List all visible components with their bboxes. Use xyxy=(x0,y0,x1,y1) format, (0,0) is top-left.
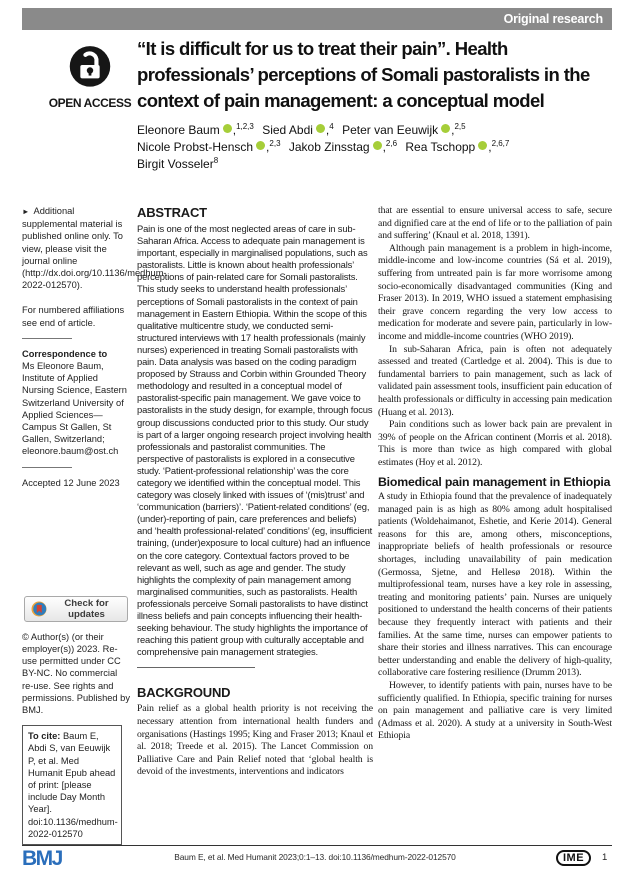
page-title: “It is difficult for us to treat their pain”. Health professionals’ perceptions of Somali pastoralists in the context of pain management: a conceptual model xyxy=(137,38,590,111)
body-text-column xyxy=(378,205,612,845)
affiliation-superscript: 4 xyxy=(329,122,334,131)
body-paragraph: Although pain management is a problem in high-income, middle-income and low-income countries (Sá et al. 2019), suffering from untreated pain is far more worrisome among socio-economically disadvantaged communities (King and Fraser 2013). In 2019, WHO issued a statement emphasising their grave concern regarding the very low access to medication for moderate and severe pain, particularly in low-income and middle-income countries (WHO 2019). xyxy=(378,242,612,342)
abstract-text: Pain is one of the most neglected areas of care in sub-Saharan Africa. Access to adequate pain management is important, especially in marginalised populations, such as pastoralists. Little is known about health professionals’ perceptions of pain-related care for Somali pastoralists. This study seeks to understand health professionals’ perceptions of Somali pastoralists in the context of pain management in Eastern Ethiopia. Within the scope of this qualitative multicentre study, we conducted semi-structured interviews with 17 health professionals (mainly nurses) experienced in treating Somali pastoralists with pain. Data analysis was based on the coding paradigm proposed by Strauss and Corbin within Grounded Theory methodology and resulted in a conceptual model of pastoralist-specific pain management. We gave voice to pastoralists in the study design, for example, through focus group discussions conducted prior to this study. Our study is part of a larger ongoing research project involving health professionals and pastoralist communities. The perspective of pastoralists is explored in a consecutive study. ‘Patient-professional relationship’ was the core category we identified within the conceptual model. This category was closely linked with issues of ‘(mis)trust’ and ‘communication (barriers)’. ‘Patient-related conditions’ (eg, (under)-reporting of pain, care preferences and beliefs) and ‘health professional-related’ conditions’ (eg, insufficient training, (under)exposure to local culture) had an influence on the core category. Contextual factors proved to be relevant as well, such as age and gender. The study highlights the complexity of pain management among marginalised communities, such as pastoralists. Health professionals perceive Somali pastoralists to have distinct illness beliefs and pain concepts influencing their health-seeking behaviour. The study highlights the importance of reaching this patient group with culturally acceptable and comprehensive pain management strategies. xyxy=(137,223,373,658)
correspondence-email-link[interactable]: eleonore.baum@ost.ch xyxy=(22,446,119,457)
copyright-notice: © Author(s) (or their employer(s)) 2023. Re-use permitted under CC BY-NC. No commercial re-use. See rights and permissions. Published by BMJ. xyxy=(22,631,130,715)
author xyxy=(137,157,218,171)
author: Nicole Probst-Hensch ,$^{2,3}$ xyxy=(137,139,281,154)
abstract-heading: ABSTRACT xyxy=(137,205,207,220)
orcid-icon[interactable] xyxy=(373,141,382,150)
ime-logo: IME xyxy=(556,850,591,866)
background-heading: BACKGROUND xyxy=(137,685,231,701)
author-name: Sied Abdi xyxy=(262,123,313,137)
author-name: Eleonore Baum xyxy=(137,123,220,137)
author-name: Birgit Vosseler xyxy=(137,157,214,171)
section-subheading: Biomedical pain management in Ethiopia xyxy=(378,475,611,490)
bmj-logo: BMJ xyxy=(22,847,62,870)
correspondence-address: Ms Eleonore Baum, Institute of Applied Nursing Science, Eastern Switzerland University of Applied Sciences—Campus St Gallen, St Gallen, Switzerland; xyxy=(22,361,127,445)
affiliation-superscript: 8 xyxy=(213,156,219,165)
orcid-icon[interactable] xyxy=(478,141,487,150)
page-number: 1 xyxy=(602,852,608,863)
to-cite-label: To cite: xyxy=(28,731,61,742)
author: Eleonore Baum ,$^{1,2,3}$ xyxy=(137,122,254,137)
affiliations-note: For numbered affiliations see end of article. xyxy=(22,305,125,328)
accepted-date: Accepted 12 June 2023 xyxy=(22,477,120,488)
author-name: Peter van Eeuwijk xyxy=(342,123,439,137)
check-for-updates-button[interactable] xyxy=(24,596,128,622)
body-paragraph: A study in Ethiopia found that the prevalence of inadequately managed pain is as high as 80% among adult hospitalised patients (Woldehaimanot, Eshetie, and Kerie 2014). General reasons for this are, among others, misconceptions, inappropriate beliefs of health professionals or resource shortages, including unavailability of pain medication (Germossa, Sjetne, and Hellesø 2018). Within the multiprofessional team, nurses have a key role in assessing, treating and monitoring patients’ pain. Nurses are uniquely positioned to understand the health concerns of their patients because they frequently interact with patients and their families. At the same time, nurses can empower patients to share their stories and illness narratives. This can encourage better understanding and enable the delivery of high-quality, collaborative care fostering resilience (Drumm 2013). xyxy=(378,491,612,679)
check-for-updates-label: Check for updates xyxy=(64,597,109,620)
to-cite-box xyxy=(22,725,122,845)
background-text-col1: Pain relief as a global health priority is not receiving the necessary attention from international health funders and organisations (Hastings 1995; King and Fraser 2013; Knaul et al. 2018; Treede et al. 2015). The Lancet Commission on Palliative Care and Pain Relief noted that ‘global health is devoid of the investments, interventions and indicators xyxy=(137,703,373,778)
body-paragraph: However, to identify patients with pain, nurses have to be sufficiently qualified. In Ethiopia, specific training for nurses on pain management and palliative care is very limited (Admass et al. 2020). A study at a university in South-West Ethiopia xyxy=(378,679,612,742)
abstract-column xyxy=(137,205,373,845)
author-list xyxy=(137,122,617,173)
author: Rea Tschopp ,$^{2,6,7}$ xyxy=(405,139,510,154)
author: Peter van Eeuwijk ,$^{2,5}$ xyxy=(342,122,466,137)
open-access-block xyxy=(46,42,134,110)
correspondence-label: Correspondence to xyxy=(22,348,108,359)
open-access-lock-icon xyxy=(67,42,113,93)
open-access-label: OPEN ACCESS xyxy=(48,96,132,110)
author: Sied Abdi ,$^4$ xyxy=(262,122,334,137)
author-name: Nicole Probst-Hensch xyxy=(137,140,254,154)
sidebar xyxy=(22,205,167,845)
body-paragraph: that are essential to ensure universal access to safe, secure and dignified care at the end of life or to the palliation of pain and suffering’ (Knaul et al. 2018, 1391). xyxy=(378,205,612,242)
affiliation-superscript: 2,6 xyxy=(385,139,398,148)
article-type-label: Original research xyxy=(503,12,603,26)
correspondence-block xyxy=(22,348,130,458)
orcid-icon[interactable] xyxy=(316,124,325,133)
affiliation-superscript: 2,6,7 xyxy=(491,139,510,148)
orcid-icon[interactable] xyxy=(256,141,265,150)
supplemental-material-note xyxy=(22,205,167,291)
sidebar-bottom-group xyxy=(22,596,130,845)
supplemental-note-text[interactable]: Additional supplemental material is published online only. To view, please visit the journal online (http://dx.doi.org/10.1136/medhum-2022-012570). xyxy=(22,206,167,291)
to-cite-text: Baum E, Abdi S, van Eeuwijk P, et al. Med Humanit Epub ahead of print: [please include Day Month Year]. doi:10.1136/medhum-2022-012570 xyxy=(28,731,118,839)
body-paragraph: In sub-Saharan Africa, pain is often not adequately assessed and treated (Cartledge et al. 2004). This is due to fundamental barriers to pain management, such as lack of validated pain assessment tools, insufficient pain education of health professionals or difficulty in accessing pain medication (Huang et al. 2013). xyxy=(378,343,612,418)
footer-citation: Baum E, et al. Med Humanit 2023;0:1–13. doi:10.1136/medhum-2022-012570 xyxy=(174,852,456,862)
affiliation-superscript: 2,5 xyxy=(454,122,466,131)
article-type-banner xyxy=(22,8,612,30)
orcid-icon[interactable] xyxy=(223,124,232,133)
affiliation-superscript: 2,3 xyxy=(269,139,281,148)
footer-divider xyxy=(22,845,612,846)
divider xyxy=(137,667,255,668)
orcid-icon[interactable] xyxy=(441,124,450,133)
author: Jakob Zinsstag ,$^{2,6}$ xyxy=(288,139,398,154)
divider xyxy=(22,338,72,339)
crossmark-icon xyxy=(31,601,47,617)
author-name: Rea Tschopp xyxy=(405,140,476,154)
divider xyxy=(22,467,72,468)
author-name: Jakob Zinsstag xyxy=(288,140,370,154)
affiliation-superscript: 1,2,3 xyxy=(236,122,254,131)
body-paragraph: Pain conditions such as lower back pain are prevalent in 39% of people on the African continent (Morris et al. 2018). This is more than twice as high compared with global estimates (Hoy et al. 2012). xyxy=(378,419,612,468)
arrow-icon: ► xyxy=(22,207,30,216)
